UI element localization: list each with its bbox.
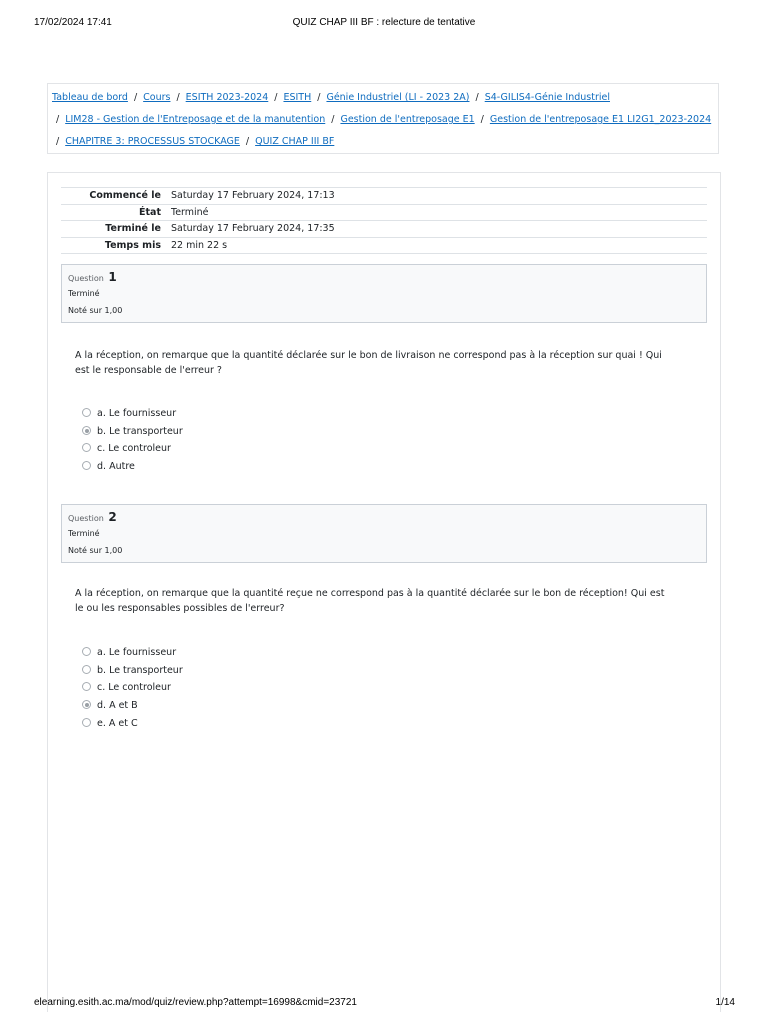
answer-option[interactable] [82, 407, 176, 421]
answer-label: b. Le transporteur [97, 665, 183, 676]
answer-label: d. A et B [97, 700, 138, 711]
radio-button[interactable] [82, 461, 91, 470]
quiz-review-region [47, 172, 721, 1012]
question-grade: Noté sur 1,00 [68, 306, 123, 315]
summary-label: Commencé le [89, 190, 161, 202]
print-header [0, 17, 768, 31]
answer-label: a. Le fournisseur [97, 408, 177, 419]
breadcrumb-link-dashboard[interactable]: Tableau de bord [52, 92, 128, 103]
breadcrumb-link-s4-gilis4[interactable]: S4-GILIS4-Génie Industriel [484, 92, 610, 103]
print-page-title: QUIZ CHAP III BF : relecture de tentative [292, 17, 476, 28]
radio-button-selected[interactable] [82, 426, 91, 435]
answer-option[interactable] [82, 646, 176, 660]
question-number: Question 2 [68, 510, 117, 524]
summary-value: 22 min 22 s [171, 239, 228, 251]
answer-option[interactable] [82, 460, 135, 474]
answer-option[interactable] [82, 681, 171, 695]
answer-option[interactable] [82, 717, 138, 731]
radio-button[interactable] [82, 665, 91, 674]
radio-button[interactable] [82, 443, 91, 452]
answer-label: d. Autre [97, 461, 135, 472]
breadcrumb-link-genie-industriel[interactable]: Génie Industriel (LI - 2023 2A) [326, 92, 470, 103]
breadcrumb-link-courses[interactable]: Cours [143, 92, 171, 103]
breadcrumb-link-esith[interactable]: ESITH [283, 92, 312, 103]
answer-label: e. A et C [97, 718, 138, 729]
summary-label: État [139, 206, 161, 218]
attempt-summary-table [61, 187, 707, 254]
print-page-number: 1/14 [715, 997, 735, 1008]
answer-option[interactable] [82, 442, 171, 456]
answer-option[interactable] [82, 664, 183, 678]
answer-label: b. Le transporteur [97, 426, 183, 437]
summary-value: Terminé [171, 206, 209, 218]
summary-row-time-taken [61, 237, 707, 254]
radio-button-selected[interactable] [82, 700, 91, 709]
radio-button[interactable] [82, 647, 91, 656]
answer-label: a. Le fournisseur [97, 647, 177, 658]
answer-label: c. Le controleur [97, 443, 171, 454]
question-number: Question 1 [68, 270, 117, 284]
radio-button[interactable] [82, 408, 91, 417]
breadcrumb-line-3: / CHAPITRE 3: PROCESSUS STOCKAGE / QUIZ CHAP III BF [56, 136, 335, 147]
summary-label: Temps mis [104, 239, 161, 251]
breadcrumb-link-esith-2023-2024[interactable]: ESITH 2023-2024 [185, 92, 269, 103]
answer-option[interactable] [82, 699, 138, 713]
question-1-info [61, 264, 707, 323]
summary-label: Terminé le [105, 223, 161, 235]
summary-row-completed [61, 221, 707, 238]
breadcrumb [47, 83, 719, 154]
breadcrumb-link-lim28[interactable]: LIM28 - Gestion de l'Entreposage et de la manutention [65, 114, 326, 125]
question-state: Terminé [68, 529, 100, 538]
breadcrumb-line-1: Tableau de bord / Cours / ESITH 2023-2024 / ESITH / Génie Industriel (LI - 2023 2A) / S4-GILIS4-Génie Industriel [52, 92, 610, 103]
breadcrumb-link-gestion-entreposage-e1-li2g1[interactable]: Gestion de l'entreposage E1 LI2G1_2023-2024 [489, 114, 712, 125]
breadcrumb-link-quiz-chap-iii[interactable]: QUIZ CHAP III BF [255, 136, 335, 147]
answer-label: c. Le controleur [97, 682, 171, 693]
question-1-text: A la réception, on remarque que la quantité déclarée sur le bon de livraison ne correspond pas à la réception sur quai ! Qui est le responsable de l'erreur ? [75, 350, 662, 376]
question-2-info [61, 504, 707, 563]
radio-button[interactable] [82, 682, 91, 691]
question-2-text: A la réception, on remarque que la quantité reçue ne correspond pas à la quantité déclarée sur le bon de réception! Qui est le ou les responsables possibles de l'erreur? [75, 588, 665, 614]
breadcrumb-link-gestion-entreposage-e1[interactable]: Gestion de l'entreposage E1 [340, 114, 475, 125]
summary-row-started [61, 188, 707, 205]
summary-value: Saturday 17 February 2024, 17:35 [171, 223, 335, 235]
print-date: 17/02/2024 17:41 [34, 17, 112, 28]
breadcrumb-link-chapitre-3[interactable]: CHAPITRE 3: PROCESSUS STOCKAGE [65, 136, 240, 147]
radio-button[interactable] [82, 718, 91, 727]
question-state: Terminé [68, 289, 100, 298]
summary-row-state [61, 204, 707, 221]
answer-option[interactable] [82, 425, 183, 439]
print-footer [0, 997, 768, 1011]
summary-value: Saturday 17 February 2024, 17:13 [171, 190, 335, 202]
question-grade: Noté sur 1,00 [68, 546, 123, 555]
breadcrumb-line-2: / LIM28 - Gestion de l'Entreposage et de la manutention / Gestion de l'entreposage E1 / Gestion de l'entreposage E1 LI2G1_2023-2024 [56, 114, 712, 125]
print-url: elearning.esith.ac.ma/mod/quiz/review.php?attempt=16998&cmid=23721 [34, 997, 357, 1008]
